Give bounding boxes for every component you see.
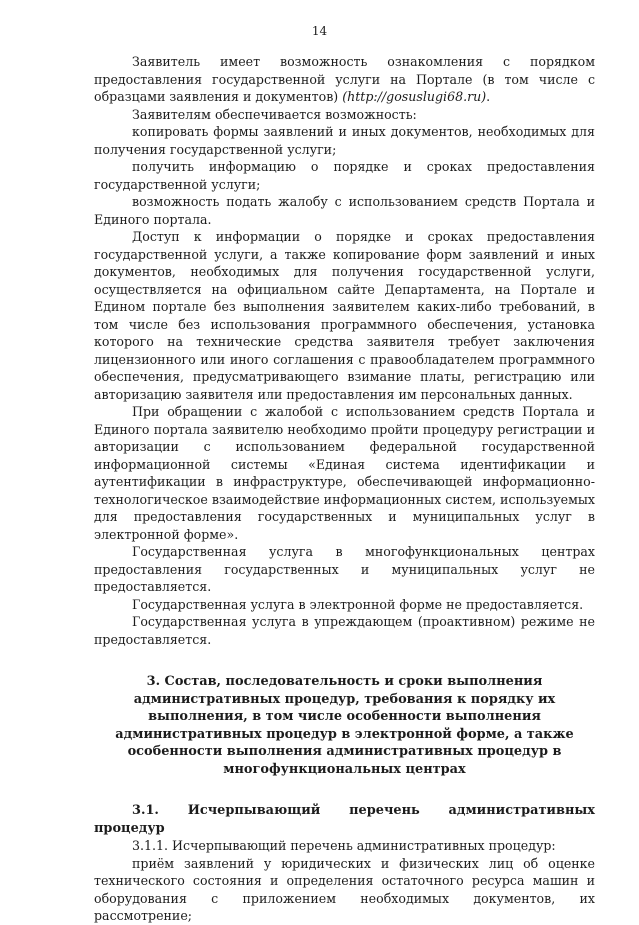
subsection-heading: 3.1. Исчерпывающий перечень административных процедур	[94, 803, 595, 836]
document-body	[94, 53, 595, 925]
portal-url: (http://gosuslugi68.ru)	[342, 89, 487, 104]
paragraph-text: Заявитель имеет возможность ознакомления с порядком предоставления государственной услуги на Портале (в том числе с образцами заявления и документов)	[94, 54, 595, 104]
section-heading: 3. Состав, последовательность и сроки выполнения административных процедур, требования к порядку их выполнения, в том числе особенности выполнения административных процедур в электронной форме, а также особенности выполнения административных процедур в многофункциональных центрах	[115, 674, 574, 777]
paragraph-portal-access	[94, 53, 595, 106]
paragraph: получить информацию о порядке и сроках предоставления государственной услуги;	[94, 159, 595, 192]
page-number: 14	[311, 24, 328, 38]
paragraph: Заявителям обеспечивается возможность:	[132, 106, 417, 122]
paragraph: При обращении с жалобой с использованием средств Портала и Единого портала заявителю необходимо пройти процедуру регистрации и авторизации с использованием федеральной государственной информационной системы «Единая система идентификации и аутентификации в инфраструктуре, обеспечивающей информационно-технологическое взаимодействие информационных систем, используемых для предоставления государственных и муниципальных услуг в электронной форме».	[94, 404, 595, 542]
paragraph: Государственная услуга в упреждающем (проактивном) режиме не предоставляется.	[94, 614, 595, 647]
paragraph: Государственная услуга в электронной форме не предоставляется.	[132, 596, 584, 612]
paragraph: копировать формы заявлений и иных документов, необходимых для получения государственной услуги;	[94, 124, 595, 157]
paragraph: Государственная услуга в многофункциональных центрах предоставления государственных и муниципальных услуг не предоставляется.	[94, 544, 595, 594]
paragraph-end: .	[486, 89, 491, 104]
paragraph: 3.1.1. Исчерпывающий перечень административных процедур:	[132, 838, 556, 853]
paragraph: приём заявлений у юридических и физических лиц об оценке технического состояния и определения остаточного ресурса машин и оборудования с приложением необходимых документов, их рассмотрение;	[94, 855, 595, 923]
paragraph: возможность подать жалобу с использованием средств Портала и Единого портала.	[94, 194, 595, 227]
paragraph: Доступ к информации о порядке и сроках предоставления государственной услуги, а также копирование форм заявлений и иных документов, необходимых для получения государственной услуги, осуществляется на официальном сайте Департамента, на Портале и Едином портале без выполнения заявителем каких-либо требований, в том числе без использования программного обеспечения, установка которого на технические средства заявителя требует заключения лицензионного или иного соглашения с правообладателем программного обеспечения, предусматривающего взимание платы, регистрацию или авторизацию заявителя или предоставления им персональных данных.	[94, 229, 595, 402]
